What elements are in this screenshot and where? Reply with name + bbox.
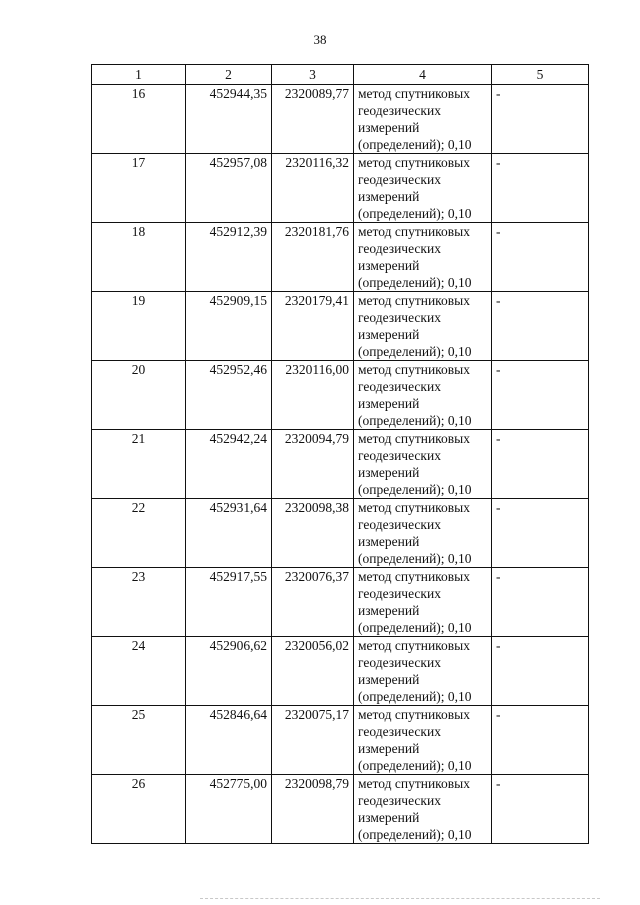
method-text-line: (определений); 0,10 xyxy=(358,344,472,359)
method-text-line: метод спутниковых xyxy=(358,707,470,722)
y-coordinate-cell: 2320075,17 xyxy=(272,706,354,775)
method-text-line: геодезических xyxy=(358,448,441,463)
point-number-cell: 20 xyxy=(92,361,186,430)
method-text-line: измерений xyxy=(358,120,420,135)
point-number-cell: 21 xyxy=(92,430,186,499)
table-row xyxy=(92,292,589,361)
table-row xyxy=(92,361,589,430)
table-row xyxy=(92,499,589,568)
x-coordinate-cell: 452931,64 xyxy=(186,499,272,568)
y-coordinate-cell: 2320098,38 xyxy=(272,499,354,568)
y-coordinate-cell: 2320179,41 xyxy=(272,292,354,361)
method-text-line: геодезических xyxy=(358,310,441,325)
method-text-line: метод спутниковых xyxy=(358,86,470,101)
y-coordinate-cell: 2320089,77 xyxy=(272,85,354,154)
column-header-3: 3 xyxy=(272,65,354,85)
method-text-line: метод спутниковых xyxy=(358,155,470,170)
method-text-line: метод спутниковых xyxy=(358,293,470,308)
y-coordinate-cell: 2320116,00 xyxy=(272,361,354,430)
x-coordinate-cell: 452942,24 xyxy=(186,430,272,499)
method-cell xyxy=(354,85,492,154)
method-text-line: (определений); 0,10 xyxy=(358,206,472,221)
method-cell xyxy=(354,292,492,361)
table-row xyxy=(92,223,589,292)
column-header-1: 1 xyxy=(92,65,186,85)
table-row xyxy=(92,154,589,223)
note-cell: - xyxy=(492,775,589,844)
method-text-line: (определений); 0,10 xyxy=(358,620,472,635)
method-cell xyxy=(354,154,492,223)
point-number-cell: 18 xyxy=(92,223,186,292)
method-text-line: измерений xyxy=(358,741,420,756)
method-text-line: (определений); 0,10 xyxy=(358,689,472,704)
note-cell: - xyxy=(492,706,589,775)
method-text-line: измерений xyxy=(358,465,420,480)
method-text-line: геодезических xyxy=(358,172,441,187)
method-text-line: (определений); 0,10 xyxy=(358,482,472,497)
point-number-cell: 22 xyxy=(92,499,186,568)
note-cell: - xyxy=(492,568,589,637)
method-text-line: геодезических xyxy=(358,379,441,394)
method-text-line: геодезических xyxy=(358,793,441,808)
method-cell xyxy=(354,568,492,637)
x-coordinate-cell: 452957,08 xyxy=(186,154,272,223)
table-row xyxy=(92,637,589,706)
x-coordinate-cell: 452952,46 xyxy=(186,361,272,430)
method-text-line: (определений); 0,10 xyxy=(358,551,472,566)
column-header-2: 2 xyxy=(186,65,272,85)
y-coordinate-cell: 2320181,76 xyxy=(272,223,354,292)
note-cell: - xyxy=(492,499,589,568)
note-cell: - xyxy=(492,361,589,430)
method-text-line: (определений); 0,10 xyxy=(358,137,472,152)
point-number-cell: 26 xyxy=(92,775,186,844)
method-text-line: геодезических xyxy=(358,241,441,256)
method-text-line: геодезических xyxy=(358,586,441,601)
method-text-line: геодезических xyxy=(358,103,441,118)
method-text-line: измерений xyxy=(358,327,420,342)
table-row xyxy=(92,430,589,499)
x-coordinate-cell: 452944,35 xyxy=(186,85,272,154)
note-cell: - xyxy=(492,85,589,154)
x-coordinate-cell: 452906,62 xyxy=(186,637,272,706)
method-text-line: измерений xyxy=(358,672,420,687)
method-text-line: измерений xyxy=(358,189,420,204)
method-text-line: измерений xyxy=(358,258,420,273)
point-number-cell: 24 xyxy=(92,637,186,706)
method-text-line: метод спутниковых xyxy=(358,500,470,515)
method-text-line: метод спутниковых xyxy=(358,569,470,584)
table-row xyxy=(92,85,589,154)
y-coordinate-cell: 2320116,32 xyxy=(272,154,354,223)
method-text-line: метод спутниковых xyxy=(358,776,470,791)
method-cell xyxy=(354,775,492,844)
method-cell xyxy=(354,430,492,499)
note-cell: - xyxy=(492,292,589,361)
point-number-cell: 16 xyxy=(92,85,186,154)
x-coordinate-cell: 452917,55 xyxy=(186,568,272,637)
table-header xyxy=(92,65,589,85)
method-text-line: геодезических xyxy=(358,724,441,739)
method-text-line: метод спутниковых xyxy=(358,224,470,239)
x-coordinate-cell: 452912,39 xyxy=(186,223,272,292)
table-row xyxy=(92,775,589,844)
note-cell: - xyxy=(492,154,589,223)
table-body xyxy=(92,85,589,844)
x-coordinate-cell: 452775,00 xyxy=(186,775,272,844)
method-cell xyxy=(354,499,492,568)
method-cell xyxy=(354,223,492,292)
x-coordinate-cell: 452909,15 xyxy=(186,292,272,361)
point-number-cell: 23 xyxy=(92,568,186,637)
y-coordinate-cell: 2320098,79 xyxy=(272,775,354,844)
coordinates-table xyxy=(91,64,589,844)
table-row xyxy=(92,568,589,637)
note-cell: - xyxy=(492,223,589,292)
y-coordinate-cell: 2320056,02 xyxy=(272,637,354,706)
page-number: 38 xyxy=(313,32,327,47)
method-text-line: измерений xyxy=(358,603,420,618)
note-cell: - xyxy=(492,637,589,706)
method-text-line: (определений); 0,10 xyxy=(358,758,472,773)
method-text-line: (определений); 0,10 xyxy=(358,827,472,842)
method-text-line: геодезических xyxy=(358,655,441,670)
method-text-line: геодезических xyxy=(358,517,441,532)
point-number-cell: 17 xyxy=(92,154,186,223)
method-text-line: (определений); 0,10 xyxy=(358,413,472,428)
method-text-line: метод спутниковых xyxy=(358,638,470,653)
method-cell xyxy=(354,361,492,430)
column-header-4: 4 xyxy=(354,65,492,85)
method-text-line: метод спутниковых xyxy=(358,362,470,377)
method-text-line: (определений); 0,10 xyxy=(358,275,472,290)
method-cell xyxy=(354,706,492,775)
point-number-cell: 19 xyxy=(92,292,186,361)
method-text-line: измерений xyxy=(358,810,420,825)
x-coordinate-cell: 452846,64 xyxy=(186,706,272,775)
method-text-line: измерений xyxy=(358,396,420,411)
method-text-line: измерений xyxy=(358,534,420,549)
scan-artifact-line xyxy=(200,898,600,901)
y-coordinate-cell: 2320076,37 xyxy=(272,568,354,637)
method-text-line: метод спутниковых xyxy=(358,431,470,446)
table-row xyxy=(92,706,589,775)
header-row xyxy=(92,65,589,85)
y-coordinate-cell: 2320094,79 xyxy=(272,430,354,499)
point-number-cell: 25 xyxy=(92,706,186,775)
column-header-5: 5 xyxy=(492,65,589,85)
note-cell: - xyxy=(492,430,589,499)
method-cell xyxy=(354,637,492,706)
